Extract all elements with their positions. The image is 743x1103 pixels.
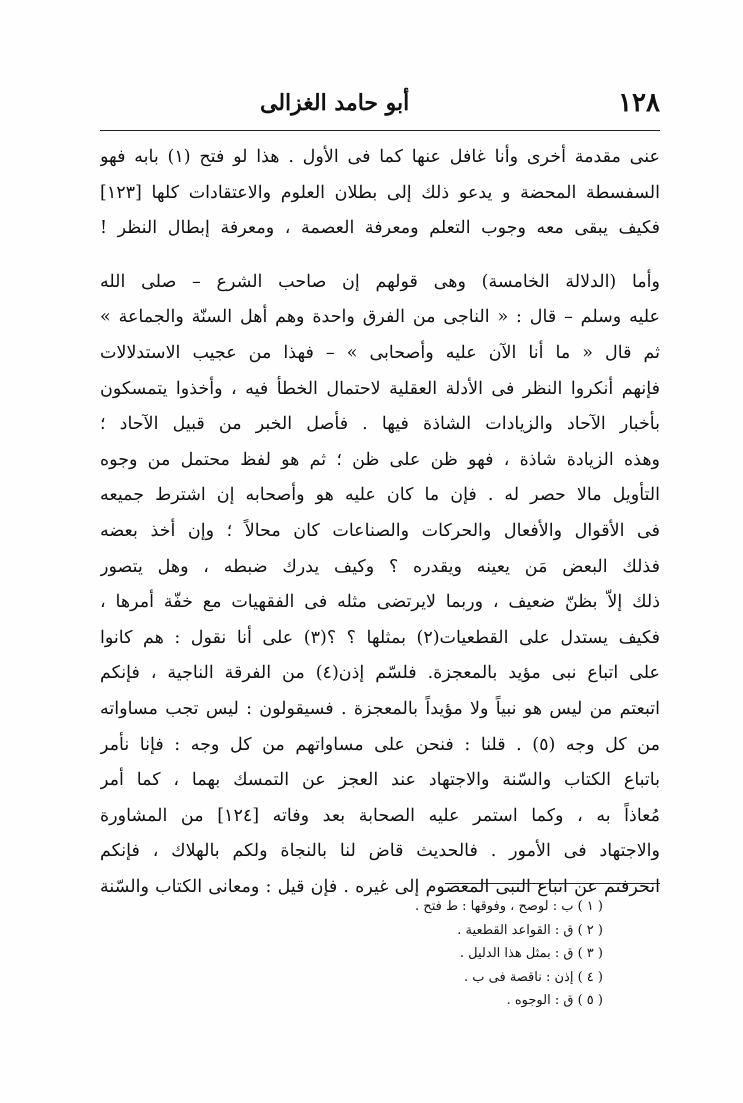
text-line: وأما (الدلالة الخامسة) وهى قولهم إن صاحب الشرع – صلى الله xyxy=(100,271,660,292)
text-line: فكيف يبقى معه وجوب التعلم ومعرفة العصمة ، ومعرفة إبطال النظر ! xyxy=(100,218,660,239)
text-line: على اتباع نبى مؤيد بالمعجزة. فلسّم إذن(٤) من الفرقة الناجية ، فإنكم xyxy=(100,663,660,684)
footnote: ( ٣ ) ق : بمثل هذا الدليل . xyxy=(459,946,603,961)
header-divider xyxy=(100,130,660,131)
text-line: فكيف يستدل على القطعيات(٢) بمثلها ؟ ؟(٣) على أنا نقول : هم كانوا xyxy=(100,627,660,648)
footnote: ( ٢ ) ق : القواعد القطعية . xyxy=(457,922,603,938)
text-line: فى الأقوال والأفعال والحركات والصناعات كان محالاً ؛ وإن أخذ بعضه xyxy=(100,520,660,541)
text-line: وهذه الزيادة شاذة ، فهو ظن على ظن ؛ ثم هو لفظ محتمل من وجوه xyxy=(100,449,660,470)
footnote-divider xyxy=(445,883,660,884)
text-line: فإنهم أنكروا النظر فى الأدلة العقلية لاحتمال الخطأ فيه ، وأخذوا يتمسكون xyxy=(100,378,660,399)
text-line: من كل وجه (٥) . قلنا : فنحن على مساواتهم من كل وجه : فإنا نأمر xyxy=(100,734,660,755)
footnote: ( ٥ ) ق : الوجوه . xyxy=(506,993,603,1008)
text-line: والاجتهاد فى الأمور . فالحديث قاض لنا بالنجاة ولكم بالهلاك ، فإنكم xyxy=(100,841,660,862)
page-number: ١٢٨ xyxy=(618,88,660,118)
text-line: التأويل مالا حصر له . فإن ما كان عليه هو وأصحابه إن اشترط جميعه xyxy=(100,485,660,506)
footnote: ( ٤ ) إذن : ناقصة فى ب . xyxy=(464,969,603,985)
text-line: ذلك إلاّ بظنّ ضعيف ، وربما لايرتضى مثله فى الفقهيات مع خفّة أمرها ، xyxy=(100,592,660,613)
text-line: عنى مقدمة أخرى وأنا غافل عنها كما فى الأول . هذا لو فتح (١) بابه فهو xyxy=(100,147,660,167)
text-line: بأخبار الآحاد والزيادات الشاذة فيها . فأصل الخبر من قبيل الآحاد ؛ xyxy=(100,414,660,435)
text-line: فذلك البعض مَن يعينه ويقدره ؟ وكيف يدرك ضبطه ، وهل يتصور xyxy=(100,556,660,577)
text-line: باتباع الكتاب والسّنة والاجتهاد عند العجز عن التمسك بهما ، كما أمر xyxy=(100,770,660,791)
text-line: انحرفتم عن اتباع النبى المعصوم إلى غيره . فإن قيل : ومعانى الكتاب والسّنة xyxy=(100,876,660,897)
text-line: ثم قال « ما أنا الآن عليه وأصحابى » – فهذا من عجيب الاستدلالات xyxy=(100,342,660,363)
text-line: مُعاذاً به ، وكما استمر عليه الصحابة بعد وفاته [١٢٤] من المشاورة xyxy=(100,805,660,826)
footnote: ( ١ ) ب : لوصح ، وفوقها : ط فتح . xyxy=(415,899,603,914)
paragraph-gap xyxy=(100,247,660,265)
text-line: عليه وسلم – قال : « الناجى من الفرق واحدة وهم أهل السنّة والجماعة » xyxy=(100,307,660,328)
text-line: اتبعتم من ليس هو نبياً ولا مؤيداً بالمعجزة . فسيقولون : ليس تجب مساواته xyxy=(100,698,660,719)
text-line: السفسطة المحضة و يدعو ذلك إلى بطلان العلوم والاعتقادات كلها [١٢٣] xyxy=(100,182,660,203)
page-header xyxy=(100,88,660,128)
main-text xyxy=(100,140,660,905)
running-title: أبو حامد الغزالى xyxy=(260,90,410,116)
footnotes xyxy=(283,895,603,1013)
